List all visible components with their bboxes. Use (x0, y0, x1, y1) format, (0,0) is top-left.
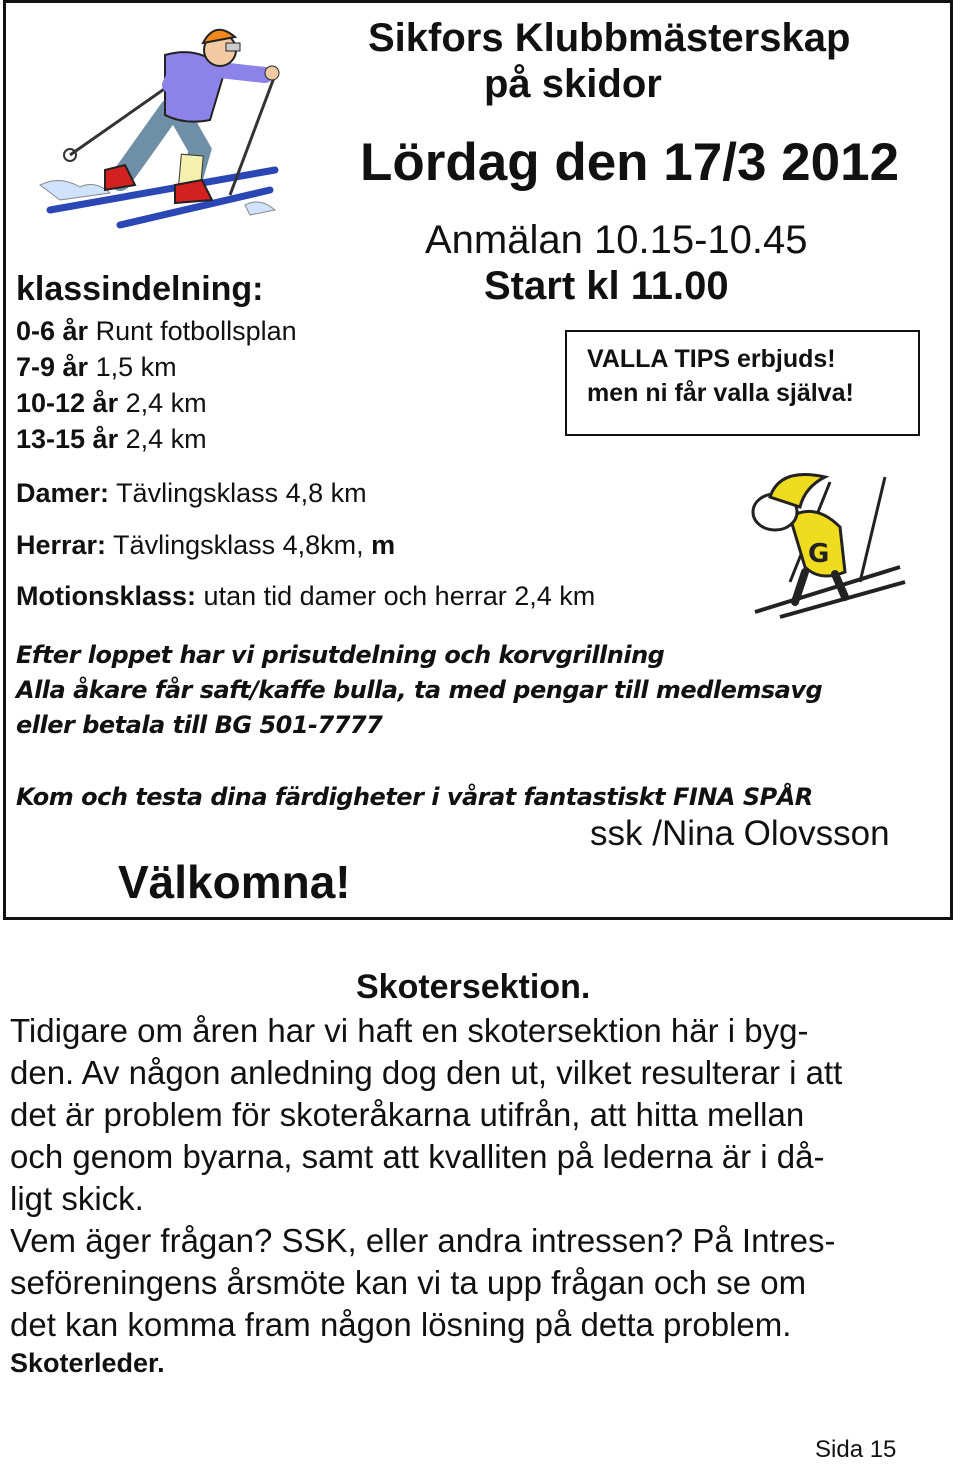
poster-title-line1: Sikfors Klubbmästerskap (368, 16, 851, 60)
invite-line: Kom och testa dina färdigheter i vårat fantastiskt FINA SPÅR (16, 783, 813, 811)
class-list (16, 313, 297, 457)
tips-line2: men ni får valla själva! (587, 379, 854, 407)
welcome-text: Välkomna! (118, 856, 351, 908)
class-row (16, 421, 297, 457)
damer-label: Damer: (16, 478, 110, 508)
motion-label: Motionsklass: (16, 581, 197, 611)
skier-illustration (20, 15, 290, 235)
article-line: det kan komma fram någon lösning på detta problem. (10, 1306, 792, 1343)
herrar-suffix: m (371, 530, 396, 560)
gnome-icon (753, 475, 905, 618)
class-distance: 2,4 km (118, 424, 207, 454)
class-row (16, 385, 297, 421)
damer-class (16, 478, 367, 509)
signature: ssk /Nina Olovsson (590, 814, 890, 853)
class-distance: 1,5 km (88, 352, 177, 382)
tips-line1: VALLA TIPS erbjuds! (587, 345, 836, 373)
registration-time: Anmälan 10.15-10.45 (425, 218, 808, 262)
svg-text:G: G (808, 539, 830, 569)
article-line: Tidigare om åren har vi haft en skotersektion här i byg- (10, 1012, 809, 1049)
herrar-class (16, 530, 395, 561)
classes-heading: klassindelning: (16, 270, 264, 308)
class-age: 13-15 år (16, 424, 119, 454)
motion-text: utan tid damer och herrar 2,4 km (196, 581, 596, 611)
class-age: 10-12 år (16, 388, 119, 418)
skier-icon (40, 30, 279, 225)
article-line: den. Av någon anledning dog den ut, vilket resulterar i att (10, 1054, 843, 1091)
class-row (16, 313, 297, 349)
gnome-skier-illustration (750, 462, 910, 622)
class-age: 7-9 år (16, 352, 89, 382)
article-line: ligt skick. (10, 1180, 144, 1217)
after-race-line1: Efter loppet har vi prisutdelning och korvgrillning (16, 641, 665, 669)
article-line: seföreningens årsmöte kan vi ta upp frågan och se om (10, 1264, 807, 1301)
herrar-label: Herrar: (16, 530, 107, 560)
class-distance: Runt fotbollsplan (88, 316, 297, 346)
class-row (16, 349, 297, 385)
waxing-tips-box (565, 330, 920, 436)
poster-title-line2: på skidor (484, 62, 662, 106)
class-distance: 2,4 km (118, 388, 207, 418)
motion-class (16, 581, 595, 612)
start-time: Start kl 11.00 (484, 264, 729, 308)
after-race-line3: eller betala till BG 501-7777 (16, 711, 383, 739)
article-line: Vem äger frågan? SSK, eller andra intressen? På Intres- (10, 1222, 836, 1259)
article-line: och genom byarna, samt att kvalliten på lederna är i då- (10, 1138, 825, 1175)
damer-text: Tävlingsklass 4,8 km (109, 478, 367, 508)
article-line: det är problem för skoteråkarna utifrån, att hitta mellan (10, 1096, 805, 1133)
page-number: Sida 15 (815, 1436, 897, 1463)
article-body (10, 1010, 842, 1346)
class-age: 0-6 år (16, 316, 89, 346)
event-date: Lördag den 17/3 2012 (360, 133, 900, 192)
after-race-line2: Alla åkare får saft/kaffe bulla, ta med pengar till medlemsavg (16, 676, 823, 704)
article-heading: Skotersektion. (356, 968, 591, 1006)
article-signoff: Skoterleder. (10, 1348, 165, 1378)
herrar-text: Tävlingsklass 4,8km, (106, 530, 372, 560)
